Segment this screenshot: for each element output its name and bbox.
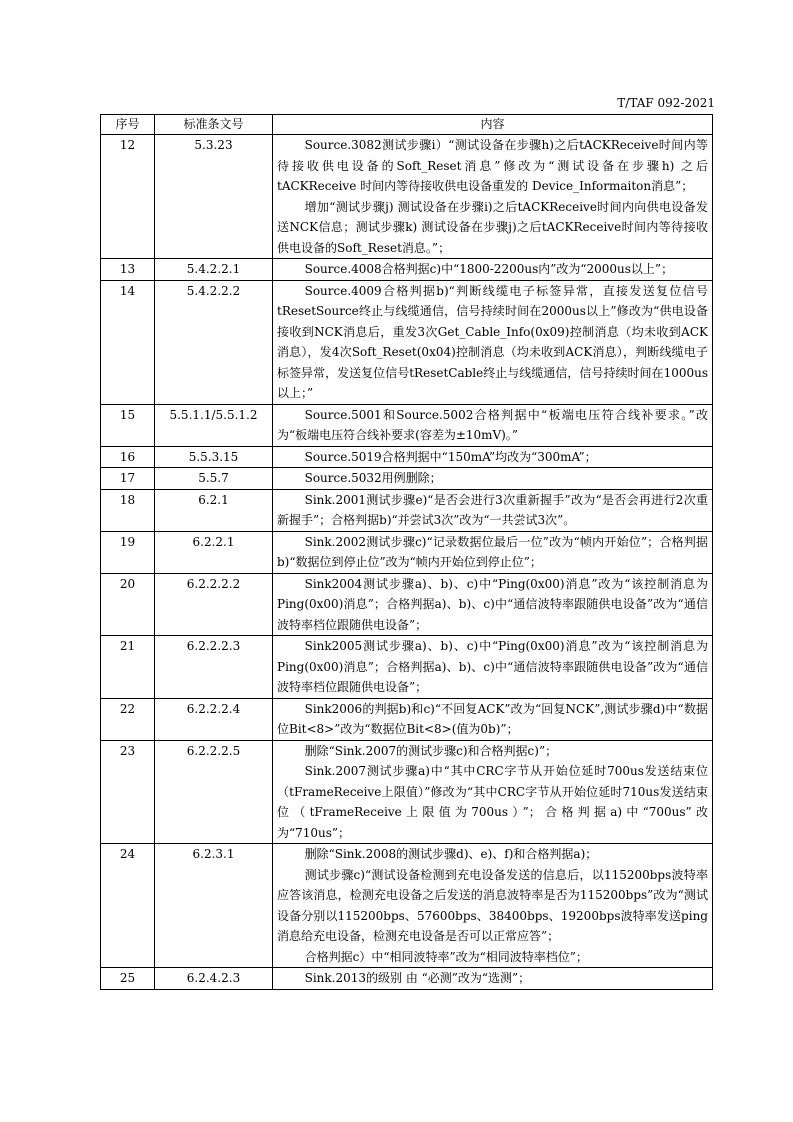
content-paragraph: 测试步骤c)“测试设备检测到充电设备发送的信息后，以115200bps波特率应答该消息，检测充电设备之后发送的消息波特率是否为115200bps”改为“测试设备分别以115200bps、57600bps、38400bps、19200bps波特率发送ping消息给充电设备，检测充电设备是否可以正常应答”； (277, 867, 708, 943)
row-content (273, 404, 713, 446)
table-row (101, 404, 713, 446)
row-content (273, 259, 713, 281)
table-row (101, 844, 713, 968)
content-paragraph: Source.3082测试步骤i）“测试设备在步骤h)之后tACKReceive时间内等待接收供电设备的Soft_Reset消息”修改为“测试设备在步骤h) 之后 tACKReceive 时间内等待接收供电设备重发的 Device_Informaiton消息”； (277, 138, 708, 193)
row-clause: 6.2.3.1 (155, 844, 273, 968)
row-clause: 5.5.1.1/5.5.1.2 (155, 404, 273, 446)
table-row (101, 698, 713, 740)
content-paragraph: Source.5001和Source.5002合格判据中“板端电压符合线补要求。”改为“板端电压符合线补要求(容差为±10mV)。” (277, 407, 708, 442)
content-paragraph: Sink2005测试步骤a)、b)、c)中“Ping(0x00)消息”改为“该控制消息为Ping(0x00)消息”；合格判据a)、b)、c)中“通信波特率跟随供电设备”改为“通信波特率档位跟随供电设备”； (277, 639, 708, 694)
table-row (101, 135, 713, 259)
row-number: 19 (101, 531, 155, 573)
row-clause: 5.4.2.2.2 (155, 280, 273, 404)
row-content (273, 489, 713, 531)
row-clause: 6.2.4.2.3 (155, 968, 273, 990)
content-paragraph: 删除“Sink.2007的测试步骤c)和合格判据c)”； (304, 743, 558, 758)
row-number: 25 (101, 968, 155, 990)
table-row (101, 968, 713, 990)
content-paragraph: Source.5019合格判据中“150mA”均改为“300mA”； (304, 449, 597, 464)
table-row (101, 446, 713, 468)
row-content (273, 844, 713, 968)
header-content: 内容 (273, 115, 713, 135)
content-paragraph: Source.5032用例删除； (304, 471, 442, 485)
row-content (273, 740, 713, 844)
content-paragraph: 删除“Sink.2008的测试步骤d)、e)、f)和合格判据a)； (304, 847, 598, 861)
content-paragraph: Source.4009合格判据b)“判断线缆电子标签异常，直接发送复位信号tResetSource终止与线缆通信，信号持续时间在2000us以上”修改为“供电设备接收到NCK消息后，重发3次Get_Cable_Info(0x09)控制消息（均未收到ACK消息），发4次Soft_Reset(0x04)控制消息（均未收到ACK消息），判断线缆电子标签异常，发送复位信号tResetCable终止与线缆通信，信号持续时间在1000us以上；” (277, 283, 708, 400)
row-number: 20 (101, 573, 155, 636)
table-row (101, 468, 713, 490)
row-clause: 6.2.2.2.4 (155, 698, 273, 740)
row-content (273, 446, 713, 468)
row-number: 22 (101, 698, 155, 740)
row-number: 18 (101, 489, 155, 531)
row-number: 14 (101, 280, 155, 404)
row-clause: 5.5.3.15 (155, 446, 273, 468)
table-row (101, 636, 713, 699)
row-content (273, 531, 713, 573)
row-content (273, 636, 713, 699)
table-row (101, 740, 713, 844)
row-number: 23 (101, 740, 155, 844)
amendment-table (100, 114, 713, 990)
row-number: 16 (101, 446, 155, 468)
row-clause: 5.5.7 (155, 468, 273, 490)
content-paragraph: Sink2004测试步骤a)、b)、c)中“Ping(0x00)消息”改为“该控制消息为Ping(0x00)消息”；合格判据a)、b)、c)中“通信波特率跟随供电设备”改为“通信波特率档位跟随供电设备”； (277, 576, 708, 632)
row-content (273, 135, 713, 259)
row-clause: 6.2.1 (155, 489, 273, 531)
table-row (101, 573, 713, 636)
header-clause: 标准条文号 (155, 115, 273, 135)
row-number: 21 (101, 636, 155, 699)
content-paragraph: Sink.2002测试步骤c)“记录数据位最后一位”改为“帧内开始位”；合格判据b)“数据位到停止位”改为“帧内开始位到停止位”； (277, 534, 708, 569)
row-content (273, 573, 713, 636)
row-number: 15 (101, 404, 155, 446)
content-paragraph: Sink.2001测试步骤e)“是否会进行3次重新握手”改为“是否会再进行2次重新握手”；合格判据b)“并尝试3次”改为“一共尝试3次”。 (277, 492, 708, 527)
row-content (273, 468, 713, 490)
table-row (101, 531, 713, 573)
table-header-row (101, 115, 713, 135)
row-clause: 6.2.2.1 (155, 531, 273, 573)
table-row (101, 489, 713, 531)
content-paragraph: Sink.2007测试步骤a)中“其中CRC字节从开始位延时700us发送结束位（tFrameReceive上限值）”修改为“其中CRC字节从开始位延时710us发送结束位（tFrameReceive上限值为700us）”；合格判据a)中“700us”改为“710us”； (277, 764, 708, 840)
content-paragraph: Sink.2013的级别 由 “必测”改为“选测”； (304, 971, 531, 985)
row-content (273, 698, 713, 740)
row-clause: 6.2.2.2.3 (155, 636, 273, 699)
content-paragraph: 合格判据c）中“相同波特率”改为“相同波特率档位”； (304, 949, 588, 964)
row-clause: 5.4.2.2.1 (155, 259, 273, 281)
row-content (273, 968, 713, 990)
row-clause: 5.3.23 (155, 135, 273, 259)
row-number: 17 (101, 468, 155, 490)
row-clause: 6.2.2.2.5 (155, 740, 273, 844)
content-paragraph: 增加“测试步骤j) 测试设备在步骤i)之后tACKReceive时间内向供电设备发送NCK信息；测试步骤k) 测试设备在步骤j)之后tACKReceive时间内等待接收供电设备的Soft_Reset消息。”； (277, 199, 708, 255)
row-clause: 6.2.2.2.2 (155, 573, 273, 636)
table-row (101, 280, 713, 404)
row-number: 13 (101, 259, 155, 281)
content-paragraph: Sink2006的判据b)和c)“不回复ACK”改为“回复NCK”,测试步骤d)中“数据位Bit<8>”改为“数据位Bit<8>(值为0b)”； (277, 701, 708, 736)
header-number: 序号 (101, 115, 155, 135)
document-code: T/TAF 092-2021 (617, 96, 715, 110)
row-number: 24 (101, 844, 155, 968)
content-paragraph: Source.4008合格判据c)中“1800-2200us内”改为“2000us以上”； (304, 262, 674, 276)
row-number: 12 (101, 135, 155, 259)
row-content (273, 280, 713, 404)
table-row (101, 259, 713, 281)
